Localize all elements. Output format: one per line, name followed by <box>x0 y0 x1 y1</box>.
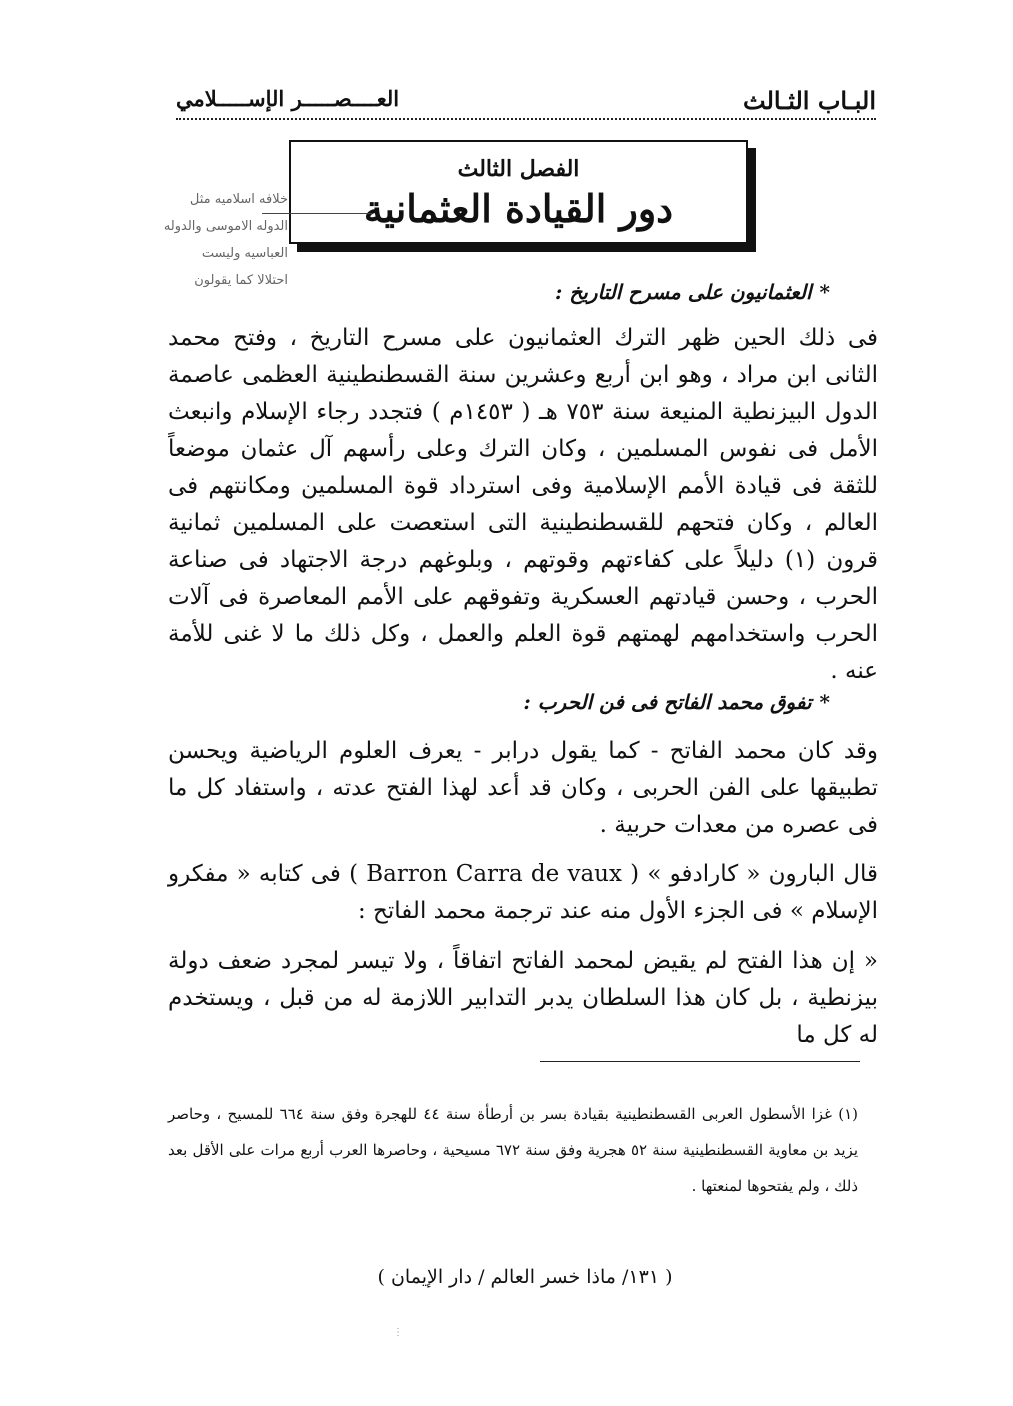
header-book-era: العــــصـــــر الإســـــلامي <box>176 86 400 111</box>
section-heading-ottomans <box>176 280 830 304</box>
header-chapter-part: البـاب الثـالث <box>743 86 876 115</box>
header-rule <box>176 118 876 120</box>
chapter-label: الفصل الثالث <box>457 156 580 182</box>
bullet-icon: * <box>819 280 830 304</box>
running-header <box>176 86 876 118</box>
chapter-title: دور القيادة العثمانية <box>363 186 674 231</box>
bullet-icon: * <box>819 690 830 714</box>
paragraph: « إن هذا الفتح لم يقيض لمحمد الفاتح اتفاقاً ، ولا تيسر لمجرد ضعف دولة بيزنطية ، بل كان هذا السلطان يدبر التدابير اللازمة له من قبل ، ويستخدم له كل ما <box>168 948 878 1048</box>
page-footer: ( ١٣١/ ماذا خسر العالم / دار الإيمان ) <box>377 1266 673 1288</box>
paragraph: فى ذلك الحين ظهر الترك العثمانيون على مسرح التاريخ ، وفتح محمد الثانى ابن مراد ، وهو ابن أربع وعشرين سنة القسطنطينية العظمى عاصمة الدول البيزنطية المنيعة سنة ٧٥٣ هـ ( ١٤٥٣م ) فتجدد رجاء الإسلام وانبعث الأمل فى نفوس المسلمين ، وكان الترك وعلى رأسهم آل عثمان موضعاً للثقة فى قيادة الأمم الإسلامية وفى استرداد قوة المسلمين ومكانتهم فى العالم ، وكان فتحهم للقسطنطينية التى استعصت على المسلمين ثمانية قرون (١) دليلاً على كفاءتهم وقوتهم ، وبلوغهم درجة الاجتهاد فى صناعة الحرب ، وحسن قيادتهم العسكرية وتفوقهم على الأمم المعاصرة فى آلات الحرب واستخدامهم لهمتهم قوة العلم والعمل ، وكل ذلك ما لا غنى للأمة عنه . <box>168 325 879 684</box>
section-heading-text: تفوق محمد الفاتح فى فن الحرب : <box>523 690 812 714</box>
handwritten-margin-note <box>48 186 288 294</box>
paragraph: قال البارون « كارادفو » ( Barron Carra de vaux ) فى كتابه « مفكرو الإسلام » فى الجزء الأول منه عند ترجمة محمد الفاتح : <box>168 861 878 924</box>
margin-note-line: احتلالا كما يقولون <box>194 273 288 288</box>
margin-note-line: العباسيه وليست <box>201 246 288 261</box>
scan-speck: ⋮ <box>393 1327 403 1338</box>
section-heading-text: العثمانيون على مسرح التاريخ : <box>555 280 812 304</box>
margin-note-line: خلافه اسلاميه مثل <box>189 192 288 207</box>
margin-note-line: الدوله الاموسى والدوله <box>163 219 288 234</box>
paragraph: وقد كان محمد الفاتح - كما يقول درابر - يعرف العلوم الرياضية ويحسن تطبيقها على الفن الحربى ، وكان قد أعد لهذا الفتح عدته ، واستفاد كل ما فى عصره من معدات حربية . <box>168 738 878 838</box>
chapter-title-box <box>289 140 748 244</box>
footnote-rule <box>540 1061 860 1062</box>
section-heading-fatih <box>176 690 830 714</box>
footnote: (١) غزا الأسطول العربى القسطنطينية بقيادة بسر بن أرطأة سنة ٤٤ للهجرة وفق سنة ٦٦٤ للمسيح ، وحاصر يزيد بن معاوية القسطنطينية سنة ٥٢ هجرية وفق سنة ٦٧٢ مسيحية ، وحاصرها العرب أربع مرات على الأقل بعد ذلك ، ولم يفتحوها لمنعتها . <box>168 1105 859 1195</box>
